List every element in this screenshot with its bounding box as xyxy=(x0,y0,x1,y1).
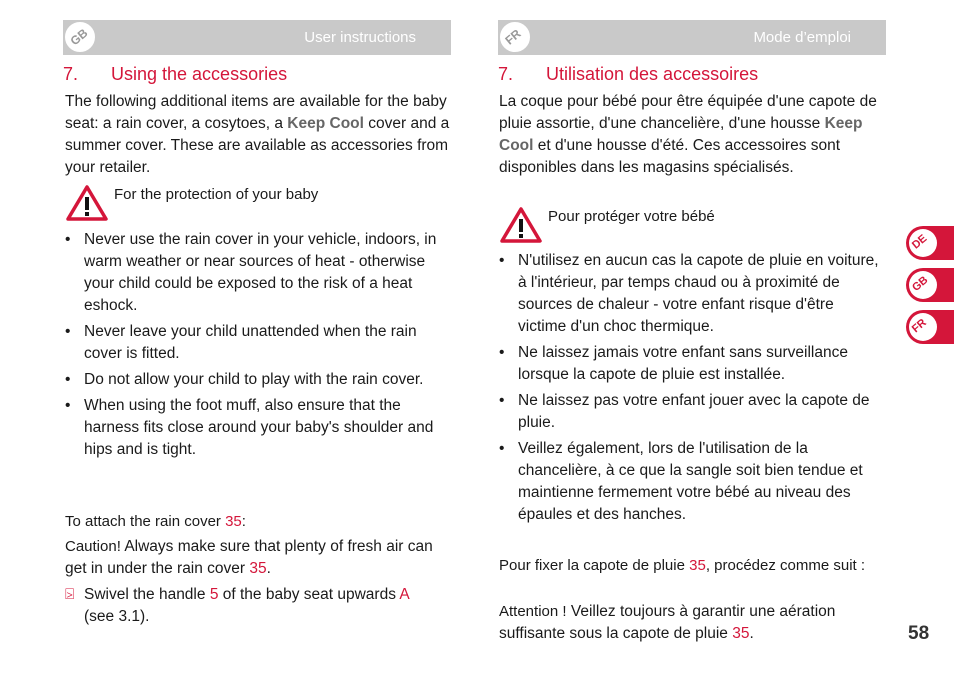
section-heading: 7. Using the accessories xyxy=(63,64,288,84)
list-item: • Do not allow your child to play with the rain cover. xyxy=(65,369,451,391)
page-number: 58 xyxy=(908,623,930,644)
warning-title: Pour protéger votre bébé xyxy=(548,207,715,225)
list-item: • Never use the rain cover in your vehicle, indoors, in warm weather or near sources of heat - otherwise your child could be exposed to the risk of a heat eshock. xyxy=(65,229,451,317)
warning-icon xyxy=(66,185,108,221)
step-instruction: ⍄ Swivel the handle 5 of the baby seat upwards A (see 3.1). xyxy=(65,586,410,625)
intro-paragraph: La coque pour bébé pour être équipée d'une capote de pluie assortie, d'une chancelière, d'une housse Keep Cool et d'une housse d'été. Ces accessoires sont disponibles dans les magasins spécialisés. xyxy=(499,93,877,176)
intro-paragraph: The following additional items are available for the baby seat: a rain cover, a cosytoes, a Keep Cool cover and a summer cover. These are available as accessories from your retailer. xyxy=(65,93,450,176)
header-bar-left xyxy=(63,20,451,55)
attach-subheading: Pour fixer la capote de pluie 35, procédez comme suit : xyxy=(499,557,866,574)
tab-de[interactable]: DE xyxy=(906,226,954,260)
warning-block xyxy=(500,207,715,243)
warning-list xyxy=(65,229,451,465)
header-bar-right xyxy=(498,20,886,55)
list-item: • Ne laissez pas votre enfant jouer avec la capote de pluie. xyxy=(499,390,885,434)
warning-title: For the protection of your baby xyxy=(114,185,319,203)
list-item: • Never leave your child unattended when the rain cover is fitted. xyxy=(65,321,451,365)
list-item: • When using the foot muff, also ensure that the harness fits close around your baby's shoulder and hips and is tight. xyxy=(65,395,451,461)
tab-fr[interactable]: FR xyxy=(906,310,954,344)
header-title: Mode d’emploi xyxy=(753,29,851,46)
warning-block xyxy=(66,185,318,221)
warning-list xyxy=(499,250,885,530)
language-badge-fr: FR xyxy=(498,20,532,54)
section-heading: 7. Utilisation des accessoires xyxy=(498,64,759,84)
tab-gb[interactable]: GB xyxy=(906,268,954,302)
list-item: • N'utilisez en aucun cas la capote de pluie en voiture, à l'intérieur, par temps chaud ou à proximité de sources de chaleur - votre enfant risque d'être victime d'un choc thermique. xyxy=(499,250,885,338)
header-title: User instructions xyxy=(304,29,416,46)
list-item: • Veillez également, lors de l'utilisation de la chancelière, à ce que la sangle soit bien tendue et maintienne fermement votre bébé au niveau des épaules et des hanches. xyxy=(499,438,885,526)
list-item: • Ne laissez jamais votre enfant sans surveillance lorsque la capote de pluie est installée. xyxy=(499,342,885,386)
caution-paragraph: Attention ! Veillez toujours à garantir une aération suffisante sous la capote de pluie 35. xyxy=(499,603,836,642)
warning-icon xyxy=(500,207,542,243)
language-badge-gb: GB xyxy=(63,20,97,54)
attach-subheading: To attach the rain cover 35: xyxy=(65,513,246,530)
arrow-icon: ⍄ xyxy=(65,586,75,603)
caution-paragraph: Caution! Always make sure that plenty of fresh air can get in under the rain cover 35. xyxy=(65,538,433,577)
